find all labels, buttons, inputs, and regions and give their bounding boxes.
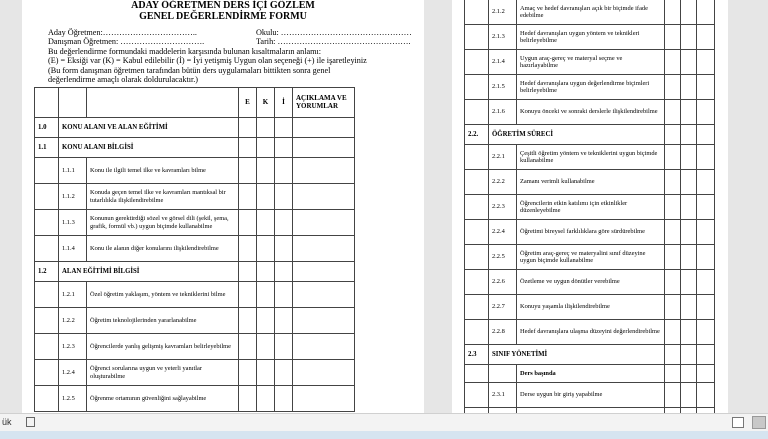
section-row <box>35 118 355 138</box>
section-number: 1.2 <box>35 262 59 282</box>
rating-cell[interactable] <box>681 365 697 383</box>
rating-cell[interactable] <box>239 210 257 236</box>
rating-cell[interactable] <box>681 345 697 365</box>
rating-cell[interactable] <box>257 360 275 386</box>
item-text: Öğrencilerin etkin katılımı için etkinlikler düzenleyebilme <box>517 195 665 220</box>
item-text: Derse uygun bir giriş yapabilme <box>517 383 665 408</box>
rating-cell[interactable] <box>275 262 293 282</box>
rating-cell[interactable] <box>239 184 257 210</box>
table-row <box>465 145 715 170</box>
rating-cell[interactable] <box>697 345 715 365</box>
table-row <box>35 210 355 236</box>
item-text: Öğrenci sorularına uygun ve yeterli yanıtlar oluşturabilme <box>87 360 239 386</box>
section-number: 2.2. <box>465 125 489 145</box>
rating-cell[interactable] <box>665 383 681 408</box>
rating-cell[interactable] <box>697 50 715 75</box>
item-text: Hedef davranışlara ulaşma düzeyini değerlendirebilme <box>517 320 665 345</box>
rating-cell[interactable] <box>681 50 697 75</box>
item-text: Hedef davranışları uygun yöntem ve teknikleri belirleyebilme <box>517 25 665 50</box>
section-number: 1.1 <box>35 138 59 158</box>
rating-cell[interactable] <box>293 386 355 412</box>
item-number: 1.2.3 <box>59 334 87 360</box>
table-row <box>465 170 715 195</box>
rating-cell[interactable] <box>665 195 681 220</box>
item-text: Konu ile ilgili temel ilke ve kavramları bilme <box>87 158 239 184</box>
rating-cell[interactable] <box>665 245 681 270</box>
rating-cell[interactable] <box>681 75 697 100</box>
rating-cell[interactable] <box>697 270 715 295</box>
item-number <box>489 365 517 383</box>
rating-cell[interactable] <box>697 195 715 220</box>
rating-cell[interactable] <box>257 282 275 308</box>
table-row <box>465 295 715 320</box>
table-row <box>35 236 355 262</box>
rating-cell[interactable] <box>239 262 257 282</box>
read-mode-icon[interactable] <box>732 417 744 428</box>
item-text: Konuyu önceki ve sonraki derslerle ilişkilendirebilme <box>517 100 665 125</box>
item-text: Öğretim teknolojilerinden yararlanabilme <box>87 308 239 334</box>
document-page-left <box>22 0 424 413</box>
rating-cell[interactable] <box>257 308 275 334</box>
print-layout-icon[interactable] <box>752 416 766 429</box>
evaluation-table-right <box>464 0 715 433</box>
item-number: 2.2.5 <box>489 245 517 270</box>
instruction-line: (E) = Eksiği var (K) = Kabul edilebilir (İ) = İyi yetişmiş Uygun olan seçeneği (+) ile işaretleyiniz <box>48 56 367 66</box>
rating-cell[interactable] <box>665 50 681 75</box>
evaluation-table-left <box>34 87 355 412</box>
rating-cell[interactable] <box>665 25 681 50</box>
instruction-line: Bu değerlendirme formundaki maddelerin karşısında bulunan kısaltmaların anlamı: <box>48 46 322 56</box>
rating-cell[interactable] <box>293 236 355 262</box>
rating-cell[interactable] <box>239 118 257 138</box>
rating-cell[interactable] <box>257 118 275 138</box>
rating-cell[interactable] <box>665 100 681 125</box>
subheading: Ders başında <box>517 365 665 383</box>
item-number: 2.2.6 <box>489 270 517 295</box>
item-text: Konuda geçen temel ilke ve kavramları mantıksal bir tutarlılıkla ilişkilendirebilme <box>87 184 239 210</box>
rating-cell[interactable] <box>681 125 697 145</box>
item-number: 1.2.5 <box>59 386 87 412</box>
rating-cell[interactable] <box>293 308 355 334</box>
table-row <box>465 25 715 50</box>
instruction-line: (Bu form danışman öğretmen tarafından bütün ders uygulamaları bittikten sonra genel <box>48 65 331 75</box>
table-header-row <box>35 88 355 118</box>
rating-cell[interactable] <box>293 210 355 236</box>
rating-cell[interactable] <box>681 0 697 25</box>
rating-cell[interactable] <box>665 0 681 25</box>
rating-cell[interactable] <box>293 262 355 282</box>
col-notes-header: AÇIKLAMA VE YORUMLAR <box>293 88 355 118</box>
mentor-field[interactable]: Danışman Öğretmen: …………………………. <box>48 37 205 47</box>
rating-cell[interactable] <box>275 118 293 138</box>
rating-cell[interactable] <box>697 145 715 170</box>
rating-cell[interactable] <box>275 360 293 386</box>
rating-cell[interactable] <box>681 270 697 295</box>
rating-cell[interactable] <box>697 220 715 245</box>
item-number: 2.1.2 <box>489 0 517 25</box>
rating-cell[interactable] <box>239 138 257 158</box>
section-row <box>465 345 715 365</box>
table-row <box>465 75 715 100</box>
rating-cell[interactable] <box>697 383 715 408</box>
rating-cell[interactable] <box>275 210 293 236</box>
item-number: 2.2.3 <box>489 195 517 220</box>
item-number: 2.2.2 <box>489 170 517 195</box>
rating-cell[interactable] <box>665 320 681 345</box>
rating-cell[interactable] <box>681 100 697 125</box>
rating-cell[interactable] <box>665 220 681 245</box>
date-field[interactable]: Tarih: …………………………………………. <box>256 37 411 47</box>
status-text: ük <box>2 417 12 427</box>
item-number: 2.1.5 <box>489 75 517 100</box>
item-number: 1.1.1 <box>59 158 87 184</box>
item-number: 1.1.3 <box>59 210 87 236</box>
rating-cell[interactable] <box>275 308 293 334</box>
candidate-field[interactable]: Aday Öğretmen:…………………………….. <box>48 28 197 37</box>
table-row <box>465 220 715 245</box>
form-title-line1: ADAY ÖĞRETMEN DERS İÇİ GÖZLEM <box>131 0 315 11</box>
table-row <box>35 334 355 360</box>
item-text: Öğrenme ortamının güvenliğini sağlayabilme <box>87 386 239 412</box>
rating-cell[interactable] <box>293 184 355 210</box>
rating-cell[interactable] <box>681 295 697 320</box>
section-title: KONU ALANI BİLGİSİ <box>59 138 239 158</box>
rating-cell[interactable] <box>293 118 355 138</box>
rating-cell[interactable] <box>293 334 355 360</box>
rating-cell[interactable] <box>665 365 681 383</box>
table-row <box>465 320 715 345</box>
item-number: 1.2.1 <box>59 282 87 308</box>
rating-cell[interactable] <box>257 210 275 236</box>
rating-cell[interactable] <box>239 308 257 334</box>
table-row <box>465 383 715 408</box>
item-number: 1.2.2 <box>59 308 87 334</box>
rating-cell[interactable] <box>697 295 715 320</box>
rating-cell[interactable] <box>665 75 681 100</box>
col-k-header: K <box>257 88 275 118</box>
item-number: 1.2.4 <box>59 360 87 386</box>
rating-cell[interactable] <box>293 158 355 184</box>
rating-cell[interactable] <box>239 282 257 308</box>
table-row <box>465 100 715 125</box>
table-row <box>465 195 715 220</box>
section-row <box>465 125 715 145</box>
rating-cell[interactable] <box>697 0 715 25</box>
rating-cell[interactable] <box>239 236 257 262</box>
item-text: Özel öğretim yaklaşım, yöntem ve tekniklerini bilme <box>87 282 239 308</box>
item-text: Konunun gerektirdiği sözel ve görsel dili (şekil, şema, grafik, formül vb.) uygun biçimde kullanabilme <box>87 210 239 236</box>
rating-cell[interactable] <box>275 386 293 412</box>
section-title: ALAN EĞİTİMİ BİLGİSİ <box>59 262 239 282</box>
rating-cell[interactable] <box>293 282 355 308</box>
rating-cell[interactable] <box>293 360 355 386</box>
form-title-line2: GENEL DEĞERLENDİRME FORMU <box>139 11 307 22</box>
section-title: ÖĞRETİM SÜRECİ <box>489 125 665 145</box>
rating-cell[interactable] <box>681 145 697 170</box>
item-number: 2.1.6 <box>489 100 517 125</box>
rating-cell[interactable] <box>681 245 697 270</box>
item-number: 2.2.4 <box>489 220 517 245</box>
status-bar <box>0 413 768 432</box>
rating-cell[interactable] <box>257 236 275 262</box>
item-text: Konuyu yaşamla ilişkilendirebilme <box>517 295 665 320</box>
table-row <box>35 386 355 412</box>
rating-cell[interactable] <box>275 236 293 262</box>
rating-cell[interactable] <box>681 320 697 345</box>
rating-cell[interactable] <box>697 245 715 270</box>
taskbar-strip <box>0 431 768 439</box>
rating-cell[interactable] <box>257 158 275 184</box>
rating-cell[interactable] <box>665 145 681 170</box>
section-row <box>35 262 355 282</box>
rating-cell[interactable] <box>665 170 681 195</box>
instruction-line: değerlendirme amaçlı olarak doldurulacaktır.) <box>48 75 199 85</box>
section-number: 2.3 <box>465 345 489 365</box>
table-row <box>35 308 355 334</box>
item-number: 2.1.3 <box>489 25 517 50</box>
item-text: Öğretimi bireysel farklılıklara göre sürdürebilme <box>517 220 665 245</box>
item-text: Amaç ve hedef davranışları açık bir biçimde ifade edebilme <box>517 0 665 25</box>
rating-cell[interactable] <box>275 138 293 158</box>
table-row <box>465 365 715 383</box>
section-row <box>35 138 355 158</box>
rating-cell[interactable] <box>681 383 697 408</box>
section-number: 1.0 <box>35 118 59 138</box>
item-text: Konu ile alanın diğer konularını ilişkilendirebilme <box>87 236 239 262</box>
item-text: Özetleme ve uygun dönütler verebilme <box>517 270 665 295</box>
rating-cell[interactable] <box>257 184 275 210</box>
rating-cell[interactable] <box>239 334 257 360</box>
rating-cell[interactable] <box>257 138 275 158</box>
rating-cell[interactable] <box>681 170 697 195</box>
rating-cell[interactable] <box>681 195 697 220</box>
item-text: Çeşitli öğretim yöntem ve tekniklerini uygun biçimde kullanabilme <box>517 145 665 170</box>
rating-cell[interactable] <box>697 320 715 345</box>
section-title: SINIF YÖNETİMİ <box>489 345 665 365</box>
rating-cell[interactable] <box>697 100 715 125</box>
table-row <box>35 360 355 386</box>
item-number: 2.3.1 <box>489 383 517 408</box>
form-info-block <box>22 28 424 84</box>
rating-cell[interactable] <box>275 184 293 210</box>
rating-cell[interactable] <box>697 170 715 195</box>
rating-cell[interactable] <box>275 334 293 360</box>
item-text: Zamanı verimli kullanabilme <box>517 170 665 195</box>
rating-cell[interactable] <box>665 270 681 295</box>
table-row <box>465 245 715 270</box>
table-row <box>35 158 355 184</box>
item-number: 2.2.7 <box>489 295 517 320</box>
rating-cell[interactable] <box>665 295 681 320</box>
rating-cell[interactable] <box>697 75 715 100</box>
rating-cell[interactable] <box>681 25 697 50</box>
rating-cell[interactable] <box>275 158 293 184</box>
table-row <box>465 50 715 75</box>
item-number: 1.1.2 <box>59 184 87 210</box>
rating-cell[interactable] <box>665 125 681 145</box>
col-e-header: E <box>239 88 257 118</box>
rating-cell[interactable] <box>257 334 275 360</box>
rating-cell[interactable] <box>275 282 293 308</box>
table-row <box>35 282 355 308</box>
item-text: Öğrencilerde yanlış gelişmiş kavramları belirleyebilme <box>87 334 239 360</box>
rating-cell[interactable] <box>681 220 697 245</box>
table-row <box>465 0 715 25</box>
rating-cell[interactable] <box>293 138 355 158</box>
rating-cell[interactable] <box>239 386 257 412</box>
rating-cell[interactable] <box>697 365 715 383</box>
rating-cell[interactable] <box>239 158 257 184</box>
item-number: 1.1.4 <box>59 236 87 262</box>
item-text: Uygun araç-gereç ve materyal seçme ve hazırlayabilme <box>517 50 665 75</box>
table-row <box>465 270 715 295</box>
rating-cell[interactable] <box>257 262 275 282</box>
rating-cell[interactable] <box>665 345 681 365</box>
document-page-right <box>452 0 728 413</box>
school-field[interactable]: Okulu: ………………………………………… <box>256 28 412 37</box>
table-row <box>35 184 355 210</box>
rating-cell[interactable] <box>697 25 715 50</box>
item-number: 2.2.1 <box>489 145 517 170</box>
item-number: 2.1.4 <box>489 50 517 75</box>
rating-cell[interactable] <box>697 125 715 145</box>
proofing-icon[interactable] <box>26 417 35 427</box>
section-title: KONU ALANI VE ALAN EĞİTİMİ <box>59 118 239 138</box>
item-number: 2.2.8 <box>489 320 517 345</box>
item-text: Hedef davranışlara uygun değerlendirme biçimleri belirleyebilme <box>517 75 665 100</box>
col-i-header: İ <box>275 88 293 118</box>
rating-cell[interactable] <box>239 360 257 386</box>
rating-cell[interactable] <box>257 386 275 412</box>
item-text: Öğretim araç-gereç ve materyalini sınıf düzeyine uygun biçimde kullanabilme <box>517 245 665 270</box>
